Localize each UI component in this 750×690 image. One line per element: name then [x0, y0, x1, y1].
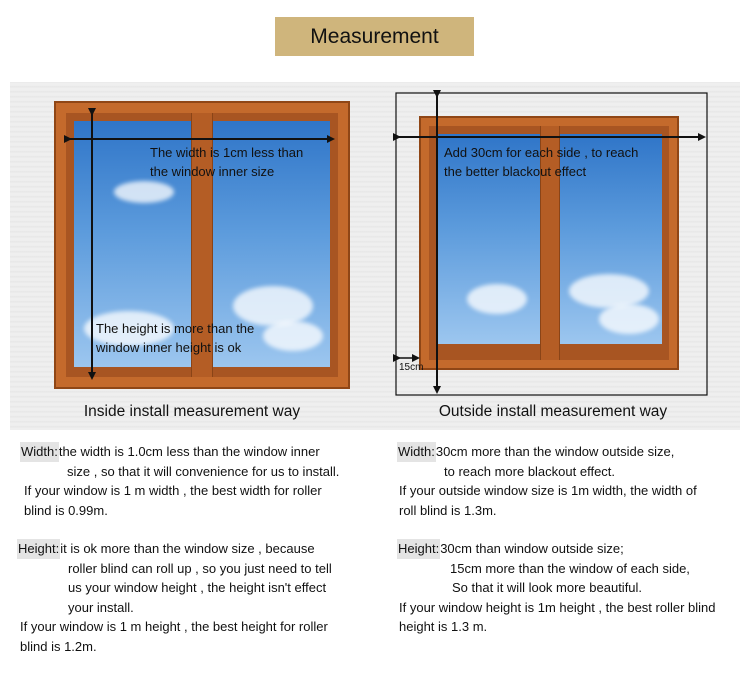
outside-height-text: Height:30cm than window outside size; 15cm more than the window of each side, So that it will look more beautiful. If your window height is 1m height , the best roller blind height is 1.3 m. [398, 541, 716, 634]
inside-width-note: The width is 1cm less than the window inner size [150, 145, 304, 179]
outside-caption: Outside install measurement way [438, 403, 668, 420]
gap-label: 15cm [399, 362, 424, 373]
height-label: Height: [397, 539, 440, 559]
page-title: Measurement [275, 17, 474, 56]
width-label: Width: [20, 442, 59, 462]
inside-width-text: Width:the width is 1.0cm less than the window inner size , so that it will convenience for us to install. If your window is 1 m width , the best width for roller blind is 0.99m. [21, 444, 340, 518]
outside-boundary [396, 93, 707, 395]
inside-caption: Inside install measurement way [83, 403, 301, 420]
height-label: Height: [17, 539, 60, 559]
outside-add-note: Add 30cm for each side , to reach the better blackout effect [444, 145, 639, 179]
inside-height-note: The height is more than the window inner height is ok [96, 321, 255, 355]
width-label: Width: [397, 442, 436, 462]
outside-width-text: Width:30cm more than the window outside size, to reach more blackout effect. If your outside window size is 1m width, the width of roll blind is 1.3m. [398, 444, 697, 518]
inside-height-text: Height:it is ok more than the window size , because roller blind can roll up , so you just need to tell us your window height , the height isn't effect your install. If your window is 1 m height , the best height for roller blind is 1.2m. [18, 541, 332, 654]
